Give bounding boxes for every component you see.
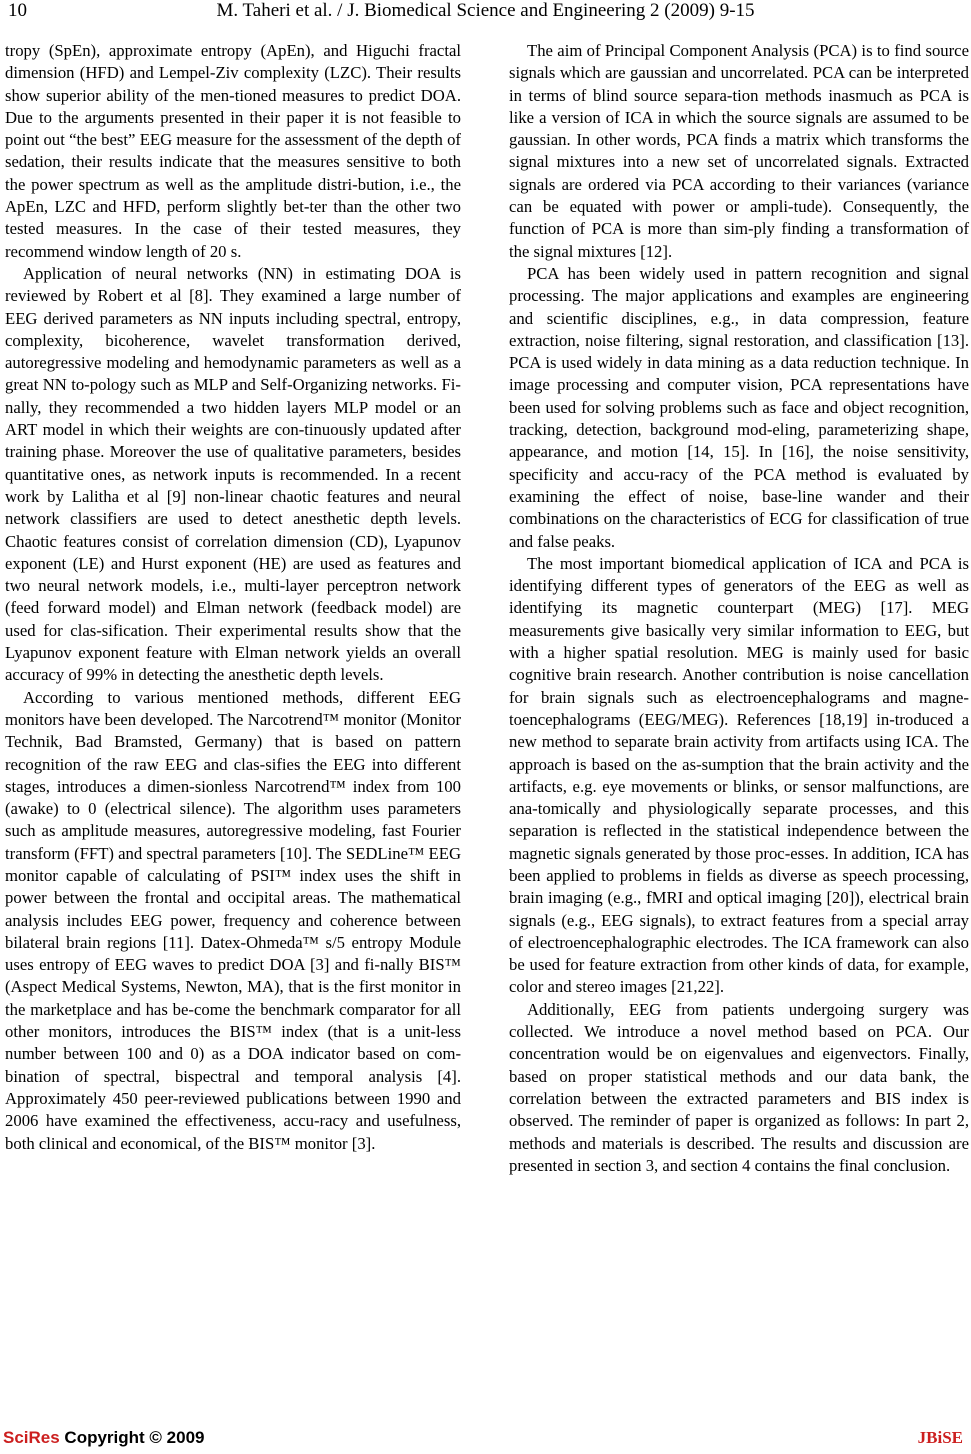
right-column [509,40,969,1177]
paragraph: Additionally, EEG from patients undergoing surgery was collected. We introduce a novel method based on PCA. Our concentration would be on eigenvalues and eigenvectors. Finally, based on proper statistical methods and our data bank, the correlation between the extracted parameters and BIS index is observed. The reminder of paper is organized as follows: In part 2, methods and materials is described. The results and discussion are presented in section 3, and section 4 contains the final conclusion. [509,999,969,1175]
paragraph: Application of neural networks (NN) in estimating DOA is reviewed by Robert et al [8]. They examined a large number of EEG derived parameters as NN inputs including spectral, entropy, complexity, bicoherence, wavelet transformation derived, autoregressive modeling and hemodynamic parameters as well as a great NN to-pology such as MLP and Self-Organizing networks. Fi-nally, they recommended a two hidden layers MLP model or an ART model in which their weights are con-tinuously updated after training phase. Moreover the use of qualitative parameters, besides quantitative ones, as network inputs is recommended. In a recent work by Lalitha et al [9] non-linear chaotic features and neural network classifiers are used to detect anesthetic depth levels. Chaotic features consist of correlation dimension (CD), Lyapunov exponent (LE) and Hurst exponent (HE) are used as features and two neural network models, i.e., multi-layer perceptron network (feed forward model) and Elman network (feedback model) are used for clas-sification. Their experimental results show that the Lyapunov exponent feature with Elman network yields an overall accuracy of 99% in detecting the anesthetic depth levels. [5,263,461,685]
copyright-notice [3,1428,205,1448]
paragraph: PCA has been widely used in pattern recognition and signal processing. The major applications and examples are engineering and scientific disciplines, e.g., in data compression, feature extraction, noise filtering, signal restoration, and classification [13]. PCA is used widely in data mining as a data reduction technique. In image processing and computer vision, PCA representations have been used for solving problems such as face and object recognition, tracking, detection, background mod-eling, parameterizing shape, appearance, and motion [14, 15]. In [16], the noise sensitivity, specificity and accu-racy of the PCA method is evaluated by examining the effect of noise, base-line wander and their combinations on the characteristics of ECG for classification of true and false peaks. [509,263,969,551]
copyright-text: Copyright © 2009 [59,1428,205,1447]
publisher-brand: SciRes [3,1428,60,1447]
running-title: M. Taheri et al. / J. Biomedical Science and Engineering 2 (2009) 9-15 [216,0,755,21]
running-header [0,0,971,24]
paragraph: The aim of Principal Component Analysis (PCA) is to find source signals which are gaussian and uncorrelated. PCA can be interpreted in terms of blind source separa-tion methods inasmuch as PCA is like a version of ICA in which the source signals are assumed to be gaussian. In other words, PCA finds a matrix which transforms the signal mixtures into a new set of uncorrelated signals. Extracted signals are ordered via PCA according to their variances (variance can be equated with power or ampli-tude). Consequently, the function of PCA is more than sim-ply finding a transformation of the signal mixtures [12]. [509,41,969,261]
page-number: 10 [8,0,27,21]
page-footer [0,1428,971,1452]
left-column [5,40,461,1155]
paragraph: According to various mentioned methods, different EEG monitors have been developed. The Narcotrend™ monitor (Monitor Technik, Bad Bramsted, Germany) that is based on pattern recognition of the raw EEG and clas-sifies the EEG into different stages, introduces a dimen-sionless Narcotrend™ index from 100 (awake) to 0 (electrical silence). The algorithm uses parameters such as amplitude measures, autoregressive modeling, fast Fourier transform (FFT) and spectral parameters [10]. The SEDLine™ EEG monitor capable of calculating of PSI™ index uses the shift in power between the frontal and occipital areas. The mathematical analysis includes EEG power, frequency and coherence between bilateral brain regions [11]. Datex-Ohmeda™ s/5 entropy Module uses entropy of EEG waves to predict DOA [3] and fi-nally BIS™ (Aspect Medical Systems, Newton, MA), that is the first monitor in the marketplace and has be-come the benchmark comparator for all other monitors, introduces the BIS™ index (that is a unit-less number between 100 and 0) as a DOA indicator based on com-bination of spectral, bispectral and temporal analysis [4]. Approximately 450 peer-reviewed publications between 1990 and 2006 have examined the effectiveness, accu-racy and usefulness, both clinical and economical, of the BIS™ monitor [3]. [5,687,461,1153]
journal-abbreviation: JBiSE [917,1428,963,1447]
paragraph: tropy (SpEn), approximate entropy (ApEn), and Higuchi fractal dimension (HFD) and Lempel-Ziv complexity (LZC). Their results show superior ability of the men-tioned measures to predict DOA. Due to the arguments presented in their paper it is not feasible to point out “the best” EEG measure for the assessment of the depth of sedation, their results indicate that the measures sensitive to both the power spectrum as well as the amplitude distri-bution, i.e., the ApEn, LZC and HFD, perform slightly bet-ter than the other two tested measures. In the case of their tested measures, they recommend window length of 20 s. [5,41,461,261]
paragraph: The most important biomedical application of ICA and PCA is identifying different types of generators of the EEG as well as identifying its magnetic counterpart (MEG) [17]. MEG measurements give basically very similar information to EEG, but with a higher spatial resolution. MEG is mainly used for basic cognitive brain research. Another contribution is noise cancellation for brain signals such as electroencephalograms and magne-toencephalograms (EEG/MEG). References [18,19] in-troduced a new method to separate brain activity from artifacts using ICA. The approach is based on the as-sumption that the brain activity and the artifacts, e.g. eye movements or blinks, or sensor malfunctions, are ana-tomically and physiologically separate processes, and this separation is reflected in the statistical independence between the magnetic signals generated by those proc-esses. In addition, ICA has been applied to problems in fields as diverse as speech processing, brain imaging (e.g., fMRI and optical imaging [20]), electrical brain signals (e.g., EEG signals), to extract features from a special array of electroencephalographic electrodes. The ICA framework can also be used for feature extraction from other kinds of data, for example, color and stereo images [21,22]. [509,553,969,997]
